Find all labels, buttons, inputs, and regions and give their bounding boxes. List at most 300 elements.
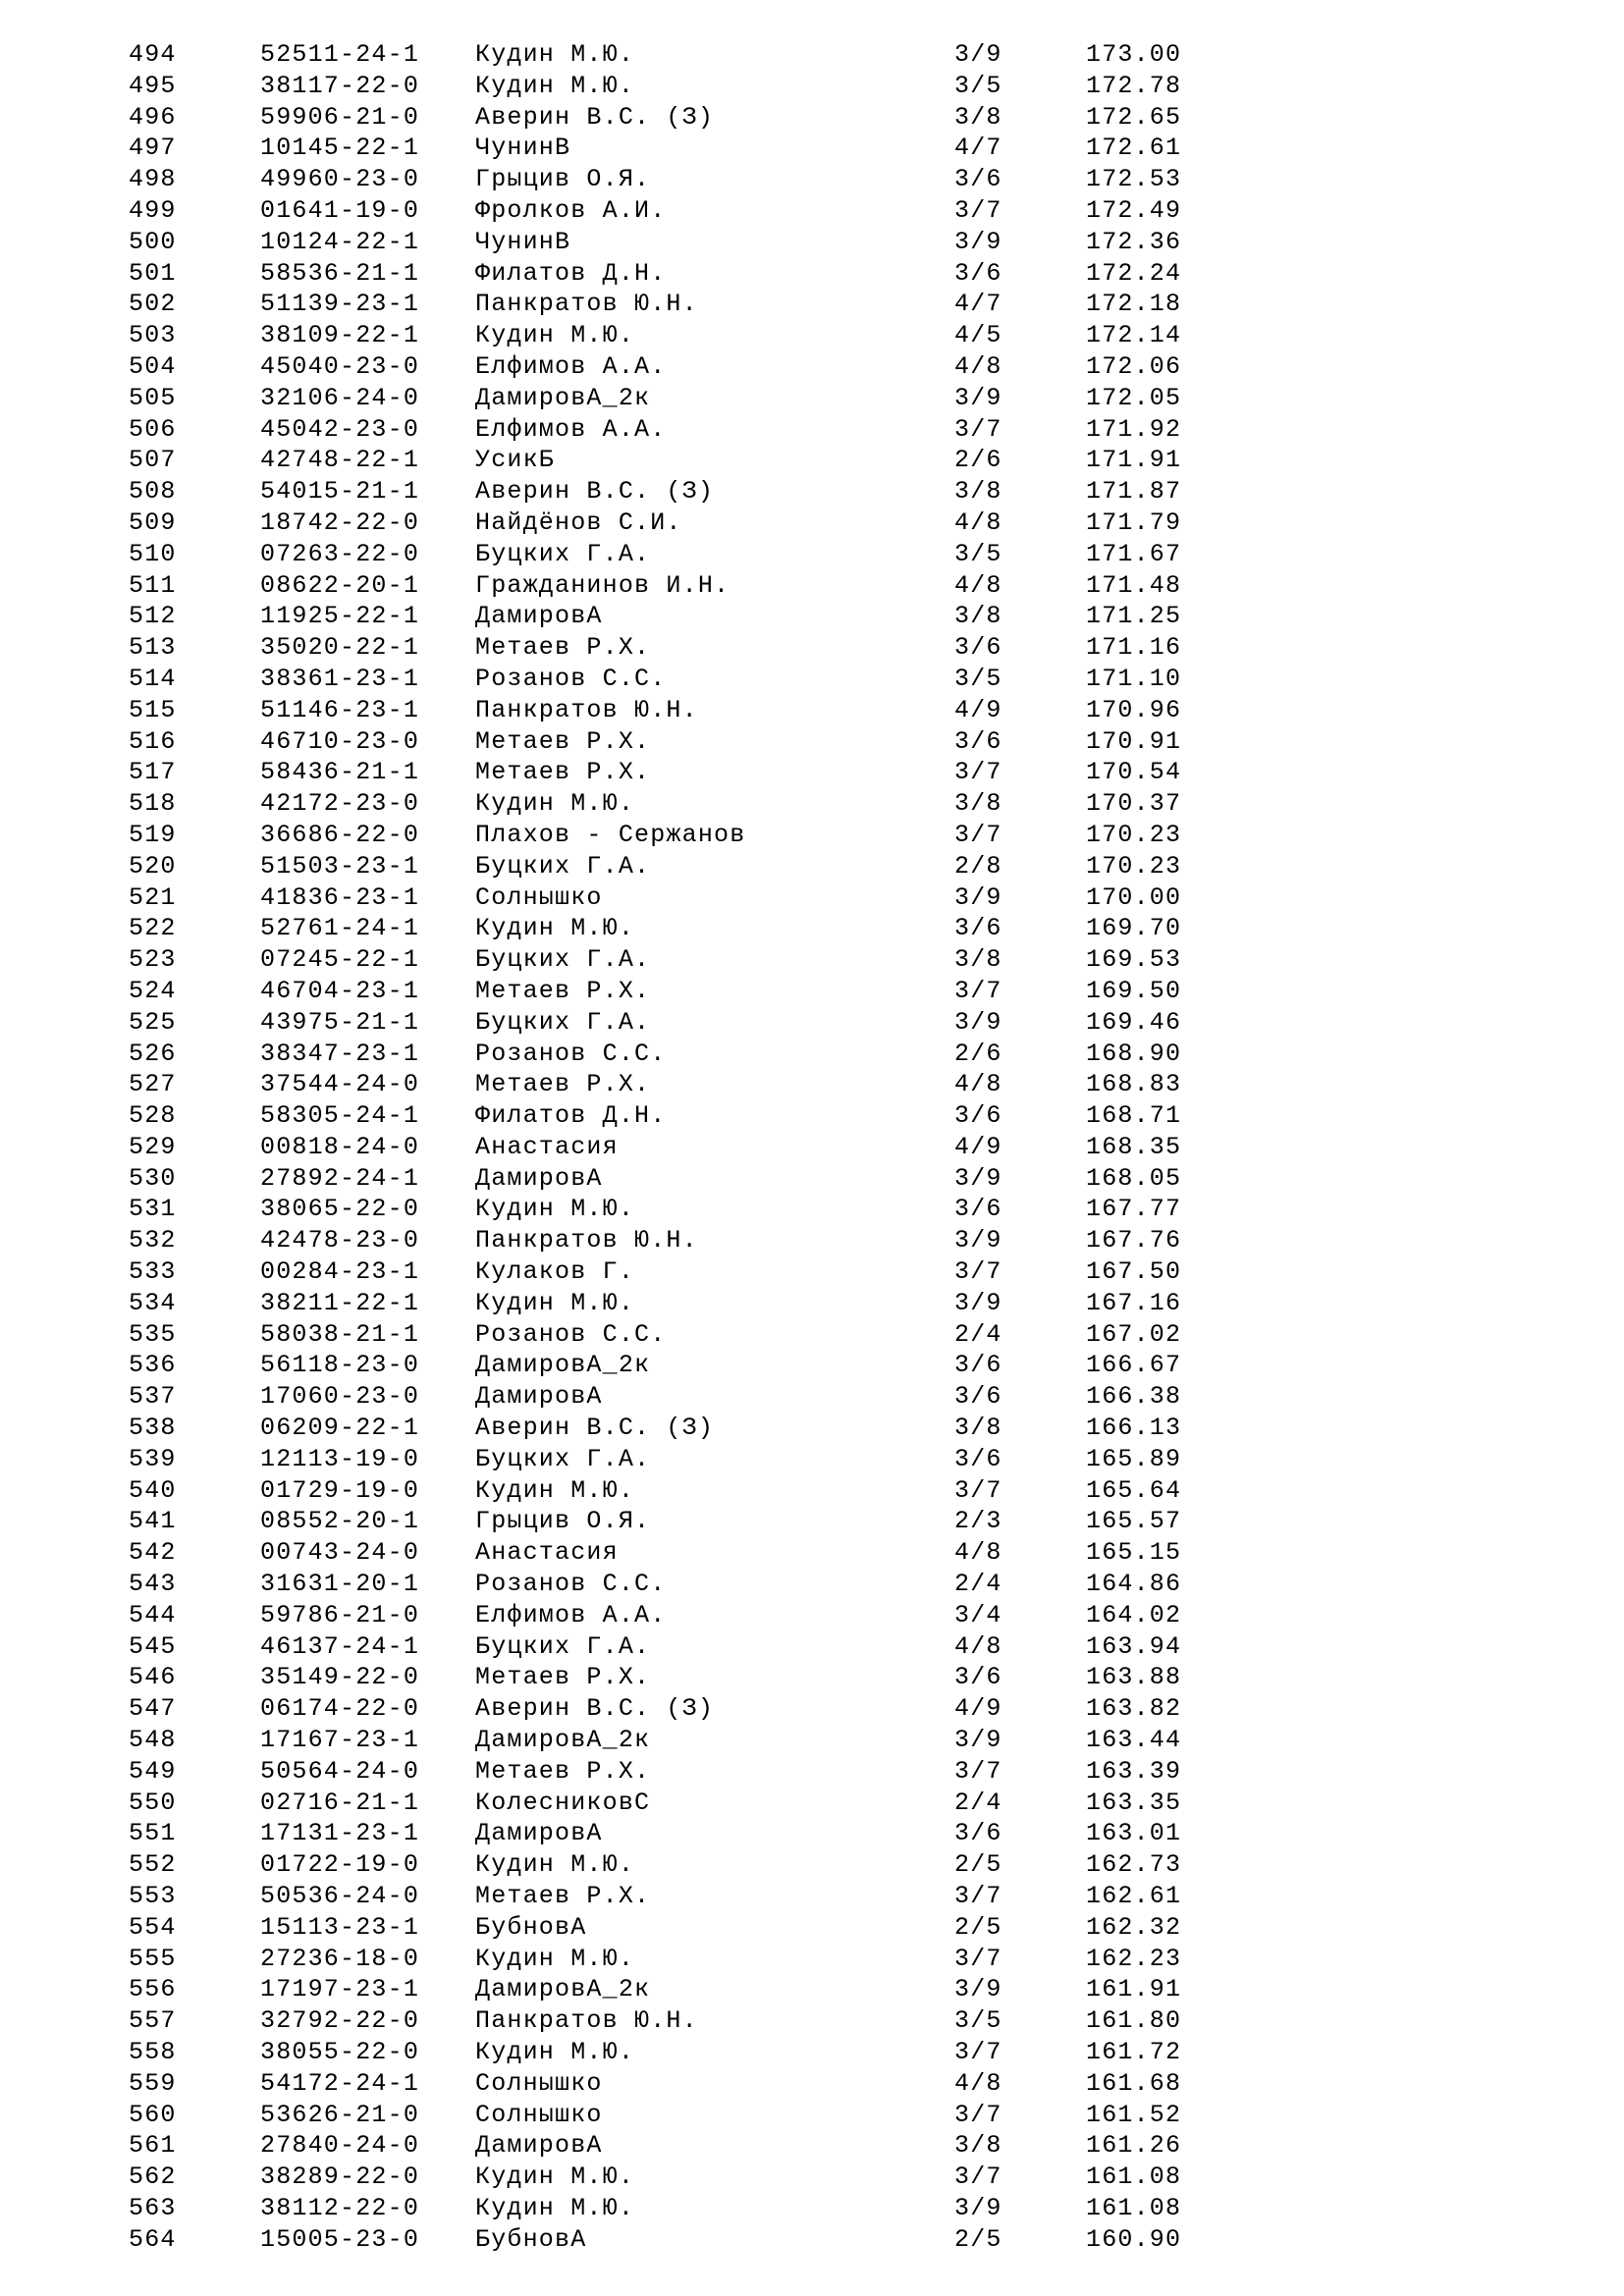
ratio-value: 3/7 [954,820,1002,849]
ratio-value: 3/9 [954,1163,1002,1193]
table-row [0,1569,1624,1600]
record-id: 36686-22-0 [260,820,420,849]
ratio-value: 2/5 [954,1850,1002,1880]
ratio-value: 3/6 [954,1382,1002,1412]
ratio-value: 4/5 [954,321,1002,350]
author-name: Кулаков Г. [475,1257,635,1287]
ratio-value: 4/8 [954,507,1002,537]
author-name: БубновА [475,1912,587,1942]
score-value: 162.73 [1086,1850,1182,1880]
score-value: 171.92 [1086,414,1182,444]
record-id: 52511-24-1 [260,40,420,69]
author-name: Метаев Р.Х. [475,976,651,1005]
rank-number: 517 [129,758,177,787]
ratio-value: 3/6 [954,914,1002,943]
ratio-value: 3/4 [954,1600,1002,1629]
author-name: Метаев Р.Х. [475,633,651,663]
record-id: 00743-24-0 [260,1538,420,1568]
score-value: 172.05 [1086,383,1182,412]
record-id: 38211-22-1 [260,1288,420,1317]
author-name: Кудин М.Ю. [475,1850,635,1880]
author-name: ДамировА_2к [475,1351,651,1380]
rank-number: 553 [129,1882,177,1911]
score-value: 170.91 [1086,726,1182,756]
author-name: Анастасия [475,1538,619,1568]
score-value: 172.65 [1086,102,1182,132]
record-id: 00284-23-1 [260,1257,420,1287]
score-value: 163.88 [1086,1663,1182,1692]
score-value: 163.82 [1086,1694,1182,1724]
rank-number: 542 [129,1538,177,1568]
author-name: Елфимов А.А. [475,1600,667,1629]
record-id: 10124-22-1 [260,227,420,256]
table-row [0,1475,1624,1507]
score-value: 165.15 [1086,1538,1182,1568]
rank-number: 514 [129,664,177,693]
record-id: 42748-22-1 [260,446,420,475]
score-value: 165.64 [1086,1475,1182,1505]
rank-number: 522 [129,914,177,943]
author-name: ДамировА [475,1819,603,1848]
record-id: 38055-22-0 [260,2038,420,2066]
author-name: Буцких Г.А. [475,945,651,975]
score-value: 169.70 [1086,914,1182,943]
table-row [0,820,1624,851]
rank-number: 539 [129,1444,177,1473]
score-value: 169.46 [1086,1007,1182,1037]
author-name: Метаев Р.Х. [475,726,651,756]
record-id: 58038-21-1 [260,1319,420,1349]
ratio-value: 3/9 [954,1288,1002,1317]
score-value: 162.61 [1086,1882,1182,1911]
author-name: Грыцив О.Я. [475,165,651,194]
table-row [0,351,1624,383]
table-row [0,1881,1624,1912]
record-id: 54015-21-1 [260,477,420,507]
ratio-value: 3/9 [954,1226,1002,1255]
author-name: Кудин М.Ю. [475,2163,635,2192]
table-row [0,1944,1624,1975]
author-name: Панкратов Ю.Н. [475,1226,698,1255]
author-name: Панкратов Ю.Н. [475,290,698,319]
table-row [0,1725,1624,1756]
record-id: 32106-24-0 [260,383,420,412]
author-name: Анастасия [475,1132,619,1161]
ratio-value: 3/5 [954,664,1002,693]
rank-number: 557 [129,2006,177,2036]
author-name: Гражданинов И.Н. [475,570,731,600]
score-value: 168.05 [1086,1163,1182,1193]
ratio-value: 2/8 [954,851,1002,881]
author-name: Розанов С.С. [475,1039,667,1068]
rank-number: 494 [129,40,177,69]
score-value: 163.39 [1086,1756,1182,1786]
record-id: 31631-20-1 [260,1570,420,1599]
table-row [0,1100,1624,1132]
rank-number: 561 [129,2131,177,2161]
score-value: 165.89 [1086,1444,1182,1473]
table-row [0,2005,1624,2037]
rank-number: 512 [129,602,177,631]
score-value: 171.16 [1086,633,1182,663]
score-value: 166.13 [1086,1414,1182,1443]
table-row [0,1600,1624,1631]
ratio-value: 3/6 [954,633,1002,663]
ratio-value: 3/9 [954,2193,1002,2222]
rank-number: 540 [129,1475,177,1505]
rank-number: 531 [129,1195,177,1224]
author-name: Метаев Р.Х. [475,758,651,787]
record-id: 38112-22-0 [260,2193,420,2222]
score-value: 167.16 [1086,1288,1182,1317]
author-name: Кудин М.Ю. [475,1475,635,1505]
table-row [0,320,1624,351]
table-row [0,1849,1624,1881]
table-row [0,944,1624,976]
ratio-value: 3/7 [954,1944,1002,1973]
rank-number: 498 [129,165,177,194]
author-name: Кудин М.Ю. [475,321,635,350]
ratio-value: 3/7 [954,758,1002,787]
author-name: Панкратов Ю.Н. [475,2006,698,2036]
author-name: Кудин М.Ю. [475,71,635,100]
rank-number: 509 [129,507,177,537]
table-row [0,664,1624,695]
ratio-value: 3/6 [954,1101,1002,1131]
ratio-value: 3/6 [954,726,1002,756]
author-name: Кудин М.Ю. [475,1195,635,1224]
author-name: Солнышко [475,882,603,912]
table-row [0,195,1624,227]
score-value: 168.90 [1086,1039,1182,1068]
author-name: Буцких Г.А. [475,1631,651,1661]
rank-number: 547 [129,1694,177,1724]
record-id: 27840-24-0 [260,2131,420,2161]
rank-number: 519 [129,820,177,849]
rank-number: 500 [129,227,177,256]
table-row [0,1756,1624,1788]
score-value: 169.53 [1086,945,1182,975]
ratio-value: 4/8 [954,2068,1002,2098]
record-id: 12113-19-0 [260,1444,420,1473]
record-id: 06174-22-0 [260,1694,420,1724]
rank-number: 528 [129,1101,177,1131]
table-row [0,2162,1624,2193]
rank-number: 549 [129,1756,177,1786]
ratio-value: 3/8 [954,1414,1002,1443]
record-id: 18742-22-0 [260,507,420,537]
score-value: 170.54 [1086,758,1182,787]
score-value: 163.35 [1086,1788,1182,1817]
author-name: ДамировА [475,1382,603,1412]
rank-number: 525 [129,1007,177,1037]
rank-number: 546 [129,1663,177,1692]
table-row [0,1256,1624,1288]
record-id: 38361-23-1 [260,664,420,693]
rank-number: 501 [129,258,177,288]
record-id: 58436-21-1 [260,758,420,787]
table-row [0,133,1624,164]
rank-number: 560 [129,2100,177,2129]
rank-number: 543 [129,1570,177,1599]
score-value: 161.08 [1086,2163,1182,2192]
author-name: УсикБ [475,446,556,475]
score-value: 172.49 [1086,195,1182,225]
rank-number: 548 [129,1726,177,1755]
record-id: 38289-22-0 [260,2163,420,2192]
author-name: Елфимов А.А. [475,414,667,444]
author-name: Елфимов А.А. [475,351,667,381]
table-row [0,1506,1624,1537]
record-id: 17167-23-1 [260,1726,420,1755]
rank-number: 533 [129,1257,177,1287]
table-row [0,102,1624,133]
table-row [0,258,1624,290]
ratio-value: 3/9 [954,1975,1002,2004]
table-row [0,851,1624,882]
record-id: 01641-19-0 [260,195,420,225]
ratio-value: 3/8 [954,789,1002,819]
rank-number: 505 [129,383,177,412]
rank-number: 532 [129,1226,177,1255]
rank-number: 535 [129,1319,177,1349]
record-id: 46710-23-0 [260,726,420,756]
score-value: 168.35 [1086,1132,1182,1161]
author-name: Филатов Д.Н. [475,258,667,288]
author-name: Кудин М.Ю. [475,2193,635,2222]
record-id: 38065-22-0 [260,1195,420,1224]
ratio-value: 4/8 [954,1070,1002,1099]
table-row [0,1444,1624,1475]
score-value: 161.26 [1086,2131,1182,2161]
score-value: 171.79 [1086,507,1182,537]
score-value: 168.71 [1086,1101,1182,1131]
author-name: Аверин В.С. (З) [475,102,715,132]
author-name: Аверин В.С. (З) [475,1694,715,1724]
table-row [0,1537,1624,1569]
rank-number: 530 [129,1163,177,1193]
record-id: 17060-23-0 [260,1382,420,1412]
ratio-value: 4/9 [954,695,1002,724]
record-id: 08622-20-1 [260,570,420,600]
ratio-value: 3/6 [954,1663,1002,1692]
table-row [0,2193,1624,2224]
ratio-value: 2/5 [954,1912,1002,1942]
table-row [0,445,1624,476]
author-name: Аверин В.С. (З) [475,477,715,507]
score-value: 163.94 [1086,1631,1182,1661]
author-name: Плахов - Сержанов [475,820,746,849]
ratio-value: 2/6 [954,446,1002,475]
table-row [0,757,1624,788]
ratio-value: 3/8 [954,2131,1002,2161]
record-id: 51503-23-1 [260,851,420,881]
table-row [0,39,1624,71]
record-id: 17131-23-1 [260,1819,420,1848]
score-value: 172.53 [1086,165,1182,194]
record-id: 53626-21-0 [260,2100,420,2129]
author-name: Буцких Г.А. [475,539,651,568]
rank-number: 527 [129,1070,177,1099]
record-id: 10145-22-1 [260,133,420,163]
score-value: 160.90 [1086,2224,1182,2254]
score-value: 170.00 [1086,882,1182,912]
rank-number: 515 [129,695,177,724]
record-id: 59786-21-0 [260,1600,420,1629]
ratio-value: 4/8 [954,570,1002,600]
rank-number: 529 [129,1132,177,1161]
record-id: 50564-24-0 [260,1756,420,1786]
score-value: 164.02 [1086,1600,1182,1629]
rank-number: 550 [129,1788,177,1817]
author-name: ДамировА_2к [475,1975,651,2004]
table-row [0,414,1624,446]
rank-number: 537 [129,1382,177,1412]
table-row [0,726,1624,758]
author-name: Филатов Д.Н. [475,1101,667,1131]
table-row [0,1069,1624,1100]
rank-number: 502 [129,290,177,319]
rank-number: 563 [129,2193,177,2222]
author-name: Аверин В.С. (З) [475,1414,715,1443]
author-name: Буцких Г.А. [475,851,651,881]
author-name: Фролков А.И. [475,195,667,225]
ratio-value: 3/6 [954,258,1002,288]
ratio-value: 4/8 [954,1631,1002,1661]
author-name: ЧунинВ [475,227,571,256]
ratio-value: 3/9 [954,40,1002,69]
ratio-value: 3/7 [954,2038,1002,2066]
table-row [0,1163,1624,1195]
table-row [0,882,1624,914]
score-value: 171.48 [1086,570,1182,600]
rank-number: 511 [129,570,177,600]
ratio-value: 3/9 [954,882,1002,912]
table-row [0,1007,1624,1039]
record-id: 07245-22-1 [260,945,420,975]
table-row [0,2037,1624,2068]
record-id: 42478-23-0 [260,1226,420,1255]
record-id: 17197-23-1 [260,1975,420,2004]
ratio-value: 3/9 [954,227,1002,256]
record-id: 58536-21-1 [260,258,420,288]
table-row [0,227,1624,258]
score-value: 161.91 [1086,1975,1182,2004]
ratio-value: 3/5 [954,2006,1002,2036]
author-name: Буцких Г.А. [475,1007,651,1037]
score-value: 163.01 [1086,1819,1182,1848]
ratio-value: 2/3 [954,1507,1002,1536]
ratio-value: 3/6 [954,1195,1002,1224]
author-name: ЧунинВ [475,133,571,163]
author-name: Кудин М.Ю. [475,789,635,819]
table-row [0,383,1624,414]
author-name: Солнышко [475,2068,603,2098]
ratio-value: 3/7 [954,195,1002,225]
ratio-value: 3/7 [954,2100,1002,2129]
table-row [0,2100,1624,2131]
ratio-value: 3/5 [954,539,1002,568]
table-row [0,570,1624,602]
record-id: 56118-23-0 [260,1351,420,1380]
author-name: Кудин М.Ю. [475,2038,635,2066]
score-value: 172.78 [1086,71,1182,100]
rank-number: 562 [129,2163,177,2192]
score-value: 162.23 [1086,1944,1182,1973]
author-name: Метаев Р.Х. [475,1756,651,1786]
score-value: 161.72 [1086,2038,1182,2066]
rank-number: 524 [129,976,177,1005]
rank-number: 541 [129,1507,177,1536]
ratio-value: 3/8 [954,102,1002,132]
ratio-value: 3/6 [954,1819,1002,1848]
table-row [0,695,1624,726]
record-id: 35149-22-0 [260,1663,420,1692]
rank-number: 495 [129,71,177,100]
score-value: 171.25 [1086,602,1182,631]
author-name: ДамировА [475,602,603,631]
table-row [0,1662,1624,1693]
table-row [0,1413,1624,1444]
record-id: 38109-22-1 [260,321,420,350]
rank-number: 497 [129,133,177,163]
rank-number: 518 [129,789,177,819]
ratio-value: 4/7 [954,133,1002,163]
record-id: 27236-18-0 [260,1944,420,1973]
ratio-value: 3/7 [954,2163,1002,2192]
rank-number: 554 [129,1912,177,1942]
ratio-value: 4/7 [954,290,1002,319]
table-row [0,71,1624,102]
record-id: 27892-24-1 [260,1163,420,1193]
table-row [0,1631,1624,1663]
score-value: 170.23 [1086,851,1182,881]
record-id: 41836-23-1 [260,882,420,912]
ratio-value: 3/8 [954,602,1002,631]
record-id: 58305-24-1 [260,1101,420,1131]
score-value: 162.32 [1086,1912,1182,1942]
score-value: 167.50 [1086,1257,1182,1287]
table-row [0,1225,1624,1256]
table-row [0,476,1624,507]
score-value: 171.87 [1086,477,1182,507]
score-value: 167.77 [1086,1195,1182,1224]
author-name: БубновА [475,2224,587,2254]
score-value: 163.44 [1086,1726,1182,1755]
score-value: 161.08 [1086,2193,1182,2222]
rank-number: 544 [129,1600,177,1629]
score-value: 171.91 [1086,446,1182,475]
score-value: 170.37 [1086,789,1182,819]
author-name: Панкратов Ю.Н. [475,695,698,724]
rank-number: 516 [129,726,177,756]
score-value: 170.23 [1086,820,1182,849]
rank-number: 564 [129,2224,177,2254]
rank-number: 523 [129,945,177,975]
ratio-value: 3/6 [954,1444,1002,1473]
rank-number: 506 [129,414,177,444]
table-row [0,164,1624,195]
author-name: Метаев Р.Х. [475,1882,651,1911]
record-id: 38347-23-1 [260,1039,420,1068]
author-name: КолесниковС [475,1788,651,1817]
rank-number: 507 [129,446,177,475]
rank-number: 496 [129,102,177,132]
rank-number: 520 [129,851,177,881]
table-row [0,1194,1624,1225]
author-name: Буцких Г.А. [475,1444,651,1473]
table-row [0,1039,1624,1070]
